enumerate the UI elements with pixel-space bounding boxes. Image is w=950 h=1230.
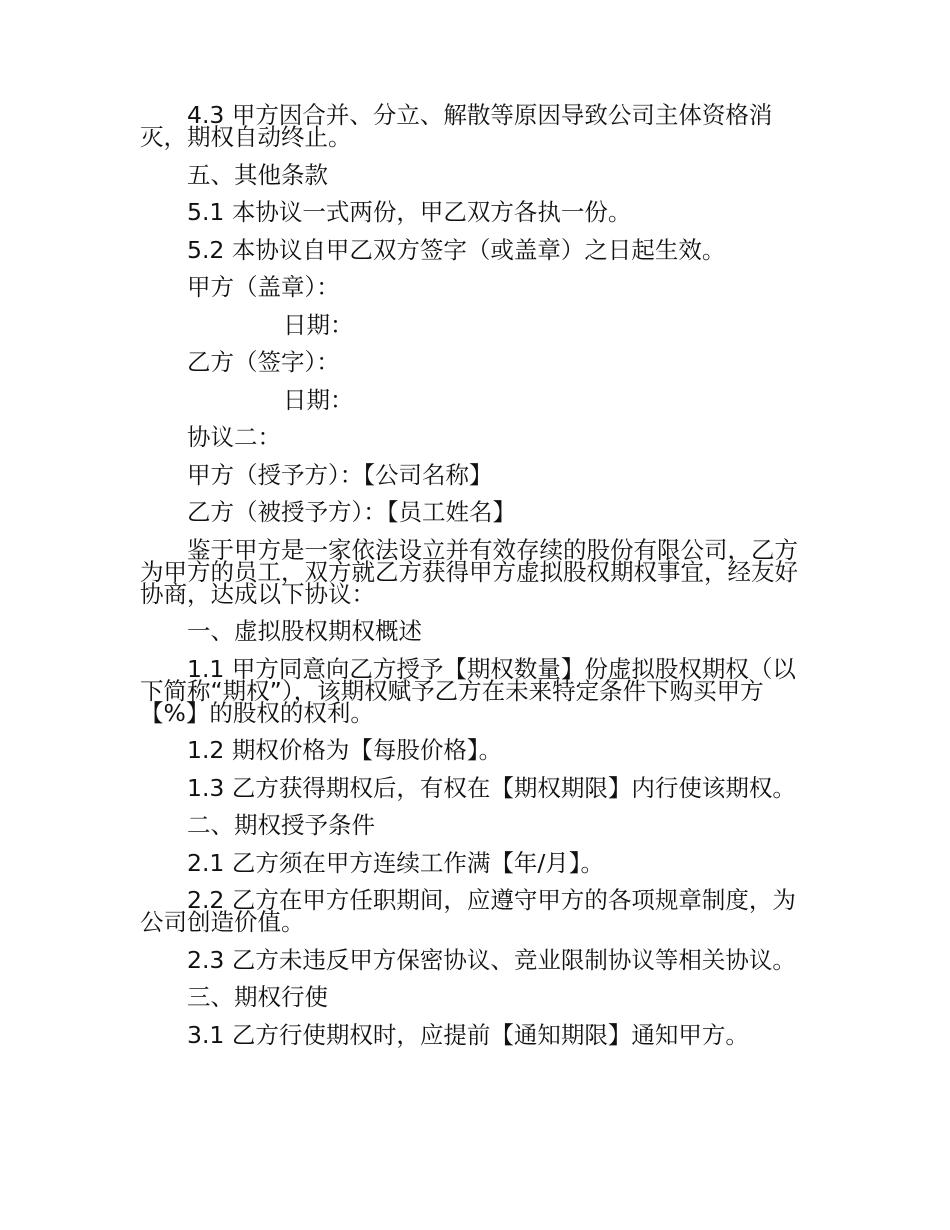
- section-heading-grant-conditions: 二、期权授予条件: [187, 811, 375, 839]
- clause-1-2: 1.2 期权价格为【每股价格】。: [187, 736, 503, 764]
- clause-2-2: 2.2 乙方在甲方任职期间，应遵守甲方的各项规章制度，为公司创造价值。: [140, 886, 796, 936]
- agreement-two-heading: 协议二：: [187, 423, 281, 451]
- grantee-line: 乙方（被授予方）：【员工姓名】: [187, 498, 516, 526]
- clause-3-1: 3.1 乙方行使期权时，应提前【通知期限】通知甲方。: [187, 1020, 749, 1049]
- section-heading-other-terms: 五、其他条款: [187, 160, 328, 189]
- section-heading-overview: 一、虚拟股权期权概述: [187, 617, 422, 645]
- clause-2-1: 2.1 乙方须在甲方连续工作满【年/月】。: [187, 848, 605, 877]
- document-body: [140, 101, 812, 1061]
- party-b-signature-line: 乙方（签字）：: [187, 348, 340, 376]
- party-a-seal-line: 甲方（盖章）：: [187, 273, 340, 301]
- clause-1-1: 1.1 甲方同意向乙方授予【期权数量】份虚拟股权期权（以下简称“期权”），该期权赋予乙方在未来特定条件下购买甲方【%】的股权的权利。: [140, 654, 796, 727]
- party-a-date-line: 日期：: [283, 310, 354, 339]
- clause-5-1: 5.1 本协议一式两份，甲乙双方各执一份。: [187, 198, 632, 226]
- clause-1-3: 1.3 乙方获得期权后，有权在【期权期限】内行使该期权。: [187, 773, 796, 802]
- clause-2-3: 2.3 乙方未违反甲方保密协议、竞业限制协议等相关协议。: [187, 945, 796, 974]
- party-b-date-line: 日期：: [283, 385, 354, 414]
- section-heading-exercise: 三、期权行使: [187, 983, 328, 1011]
- recital-paragraph: 鉴于甲方是一家依法设立并有效存续的股份有限公司，乙方为甲方的员工，双方就乙方获得甲方虚拟股权期权事宜，经友好协商，达成以下协议：: [140, 535, 798, 608]
- clause-5-2: 5.2 本协议自甲乙双方签字（或盖章）之日起生效。: [187, 235, 726, 264]
- clause-4-3: 4.3 甲方因合并、分立、解散等原因导致公司主体资格消灭，期权自动终止。: [140, 101, 773, 151]
- grantor-line: 甲方（授予方）：【公司名称】: [187, 460, 493, 489]
